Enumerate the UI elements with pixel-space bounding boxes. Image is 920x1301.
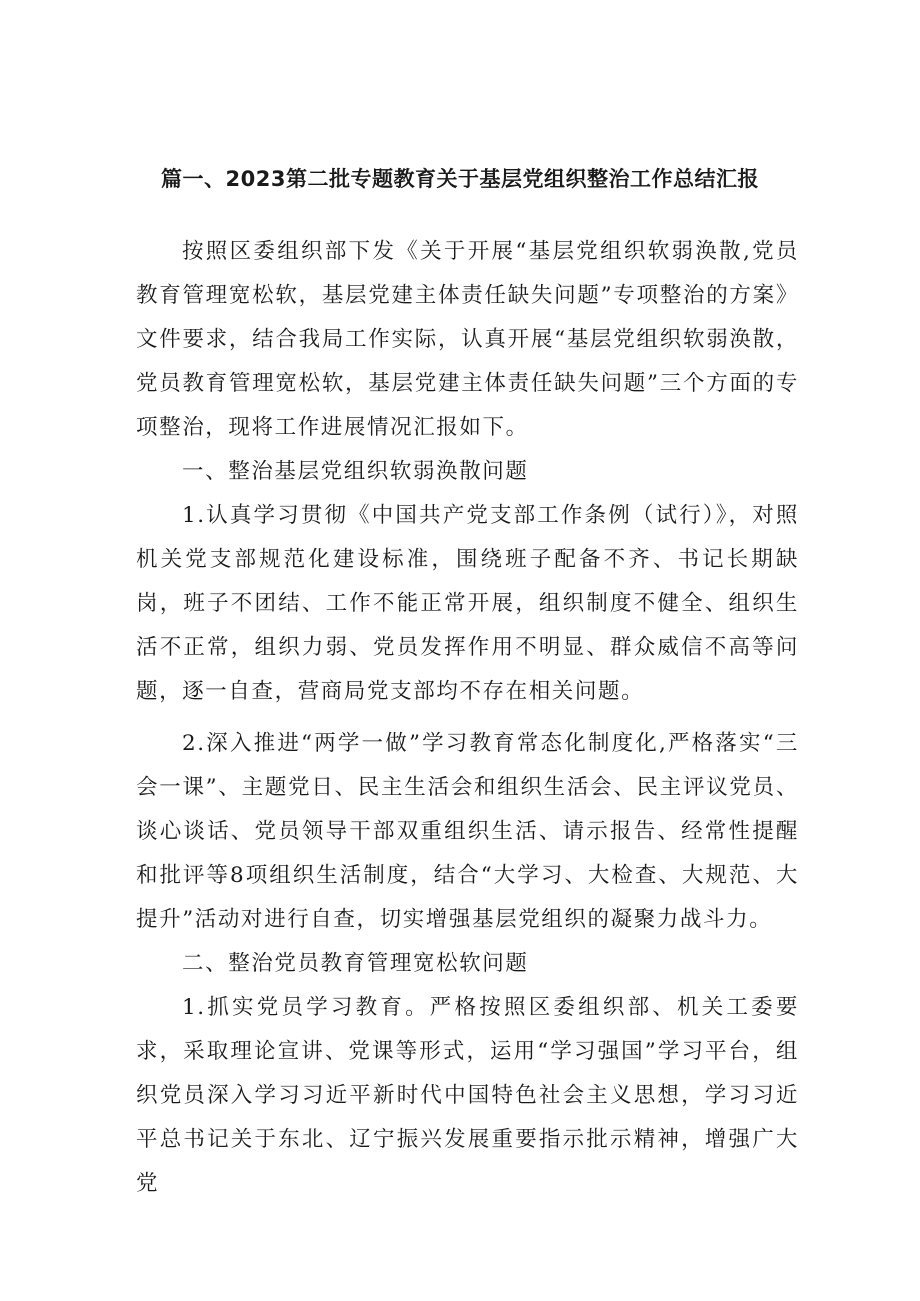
section-2-item-1: 1.抓实党员学习教育。严格按照区委组织部、机关工委要求，采取理论宣讲、党课等形式，运用“学习强国”学习平台，组织党员深入学习习近平新时代中国特色社会主义思想，学习习近平总书记关于东北、辽宁振兴发展重要指示批示精神，增强广大党 <box>136 995 799 1196</box>
document-body <box>136 230 799 1206</box>
section-1-item-1: 1.认真学习贯彻《中国共产党支部工作条例（试行）》，对照机关党支部规范化建设标准，围绕班子配备不齐、书记长期缺岗，班子不团结、工作不能正常开展，组织制度不健全、组织生活不正常，组织力弱、党员发挥作用不明显、群众威信不高等问题，逐一自查，营商局党支部均不存在相关问题。 <box>136 503 799 704</box>
paragraph-spacer <box>136 714 799 722</box>
intro-paragraph: 按照区委组织部下发《关于开展“基层党组织软弱涣散,党员教育管理宽松软，基层党建主体责任缺失问题”专项整治的方案》文件要求，结合我局工作实际，认真开展“基层党组织软弱涣散，党员教育管理宽松软，基层党建主体责任缺失问题”三个方面的专项整治，现将工作进展情况汇报如下。 <box>136 239 799 440</box>
document-title: 篇一、2023第二批专题教育关于基层党组织整治工作总结汇报 <box>161 167 759 191</box>
section-1-item-2: 2.深入推进“两学一做”学习教育常态化制度化,严格落实“三会一课”、主题党日、民主生活会和组织生活会、民主评议党员、谈心谈话、党员领导干部双重组织生活、请示报告、经常性提醒和批评等8项组织生活制度，结合“大学习、大检查、大规范、大提升”活动对进行自查，切实增强基层党组织的凝聚力战斗力。 <box>136 731 799 932</box>
section-heading-1: 一、整治基层党组织软弱涣散问题 <box>182 459 529 484</box>
section-heading-2: 二、整治党员教育管理宽松软问题 <box>182 951 529 976</box>
